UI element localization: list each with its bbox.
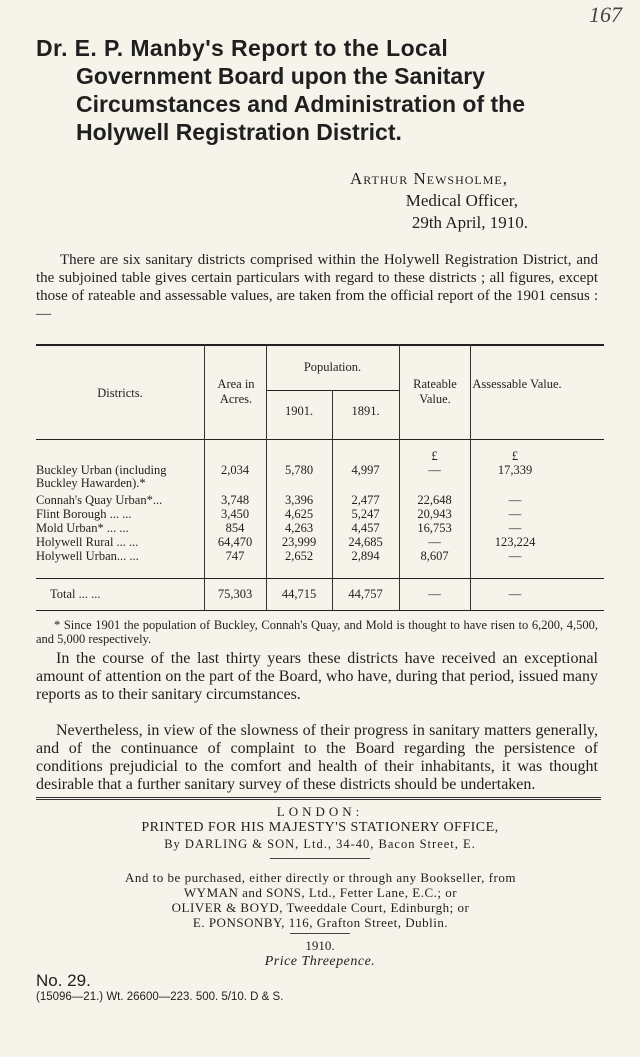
total-pop-1891: 44,757 [348,587,383,601]
header-districts: Districts. [97,386,143,400]
row-pop-1901: 3,396 [284,493,314,507]
row-area: 3,748 [220,493,250,507]
table-footnote: * Since 1901 the population of Buckley, Connah's Quay, and Mold is thought to have risen to 6,200, 4,500, and 5,000 respectively. [36,618,598,646]
imprint-divider [290,933,350,934]
row-pop-1901: 4,263 [284,521,314,535]
title-line-2: Government Board upon the Sanitary [76,63,485,89]
row-pop-1891: 2,894 [351,549,380,563]
row-assessable: 17,339 [497,463,533,477]
header-1891: 1891. [351,404,380,418]
row-area: 747 [225,549,245,563]
report-title [36,34,596,146]
table-header-rule [36,439,604,440]
row-district: Holywell Urban... ... [36,549,139,563]
header-rateable: Rateable Value. [413,377,457,406]
header-population: Population. [303,360,362,374]
total-assessable: — [508,587,522,601]
currency-assessable: £ [511,449,519,463]
purchase-line-1: And to be purchased, either directly or through any Bookseller, from [125,870,516,885]
row-assessable: 123,224 [494,535,536,549]
row-district: Buckley Urban (including Buckley Hawarden).* [36,463,167,490]
row-pop-1901: 23,999 [281,535,317,549]
currency-rateable: £ [431,449,438,463]
row-rateable: 22,648 [417,493,452,507]
title-line-3: Circumstances and Administration of the [76,91,525,117]
imprint-divider [270,858,370,859]
districts-table [36,344,604,612]
row-rateable: — [428,463,441,477]
row-pop-1891: 4,457 [351,521,380,535]
header-area: Area in Acres. [217,377,255,406]
signature-name: Arthur Newsholme, [350,169,508,188]
row-pop-1901: 5,780 [284,463,314,477]
signature-role: Medical Officer, [405,191,518,210]
signature-date: 29th April, 1910. [411,213,528,232]
imprint-price: Price Threepence. [264,954,376,969]
signature-block [350,168,528,234]
row-rateable: 8,607 [420,549,449,563]
purchase-line-2: WYMAN and SONS, Ltd., Fetter Lane, E.C.; or [183,885,458,900]
row-rateable: 20,943 [417,507,452,521]
row-assessable: — [508,521,522,535]
row-area: 2,034 [220,463,250,477]
document-number: No. 29. [36,971,91,990]
body-paragraph-1: In the course of the last thirty years these districts have received an exceptional amount of attention on the part of the Board, who have, during that period, issued many reports as to their sanitary circumstances. [36,650,598,703]
row-area: 64,470 [217,535,253,549]
col-divider [266,344,267,610]
row-pop-1891: 2,477 [351,493,380,507]
imprint-year: 1910. [305,938,335,953]
table-total-rule [36,578,604,579]
row-assessable: — [508,493,522,507]
row-pop-1891: 24,685 [348,535,383,549]
purchase-line-3: OLIVER & BOYD, Tweeddale Court, Edinburgh; or [171,900,470,915]
row-district: Mold Urban* ... ... [36,521,129,535]
col-divider [399,344,400,610]
handwritten-page-mark: 167 [589,2,622,27]
row-pop-1901: 4,625 [284,507,314,521]
table-top-rule [36,344,604,346]
row-district: Connah's Quay Urban*... [36,493,163,507]
total-pop-1901: 44,715 [281,587,317,601]
row-pop-1901: 2,652 [284,549,314,563]
total-area: 75,303 [217,587,253,601]
purchase-line-4: E. PONSONBY, 116, Grafton Street, Dublin. [192,915,449,930]
imprint-printer: By DARLING & SON, Ltd., 34-40, Bacon Street, E. [164,837,476,851]
row-assessable: — [508,549,522,563]
print-code: (15096—21.) Wt. 26600—223. 500. 5/10. D & S. [36,991,284,1003]
row-rateable: — [428,535,441,549]
title-line-4: Holywell Registration District. [76,119,402,145]
imprint-double-rule [36,797,601,800]
imprint-purchase [48,870,593,930]
col-divider [470,344,471,610]
total-rateable: — [428,587,441,601]
row-assessable: — [508,507,522,521]
header-assessable: Assessable Value. [472,377,562,391]
row-pop-1891: 5,247 [351,507,380,521]
total-label: Total ... ... [50,587,101,601]
row-pop-1891: 4,997 [351,463,380,477]
row-district: Flint Borough ... ... [36,507,132,521]
body-paragraph-2: Nevertheless, in view of the slowness of their progress in sanitary matters generally, and of the continuance of complaint to the Board regarding the persistence of conditions prejudicial to the comfort and health of their inhabitants, it was thought desirable that a further sanitary survey of these districts should be undertaken. [36,722,598,793]
imprint-printed: PRINTED FOR HIS MAJESTY'S STATIONERY OFFICE, [141,820,499,835]
header-1901: 1901. [284,404,314,418]
col-divider [204,344,205,610]
row-area: 3,450 [220,507,250,521]
row-rateable: 16,753 [417,521,452,535]
imprint-london: LONDON: [276,804,364,819]
title-line-1: Dr. E. P. Manby's Report to the Local [36,35,449,61]
row-district: Holywell Rural ... ... [36,535,139,549]
intro-paragraph: There are six sanitary districts comprised within the Holywell Registration District, and the subjoined table gives certain particulars with regard to these districts ; all figures, except those of rateable and assessable values, are taken from the official report of the 1901 census :— [36,252,598,322]
row-area: 854 [225,521,245,535]
table-bottom-rule [36,610,604,611]
